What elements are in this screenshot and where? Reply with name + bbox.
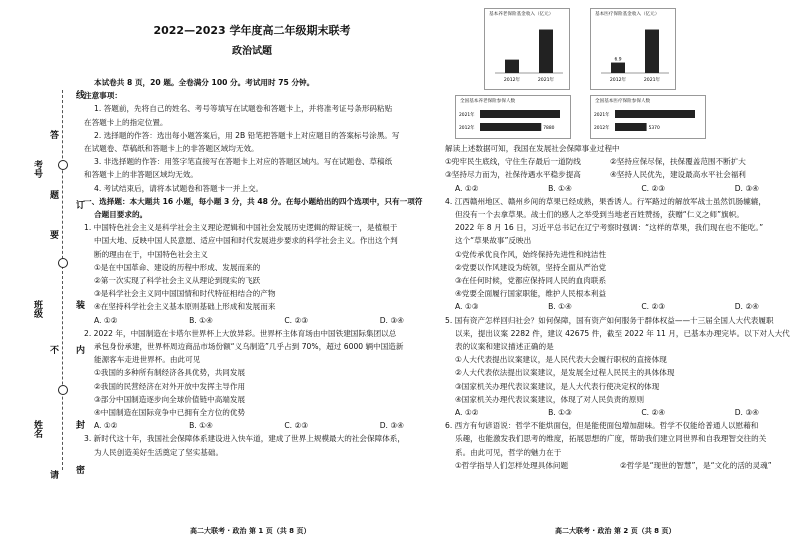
q3-items-row (445, 168, 775, 181)
note-line: 2. 选择题的作答：选出每小题答案后，用 2B 铅笔把答题卡上对应题目的答案标号涂黑。写 (94, 130, 400, 140)
q6-stem: 乐趣，也能激发我们思考的维度，拓展思想的广度，帮助我们建立同世界和自我理智交往的关 (455, 434, 767, 444)
option-c[interactable]: C. ②③ (641, 183, 666, 193)
q4-item: ④党要全面履行国家职能，维护人民根本利益 (455, 289, 607, 299)
note-line: 和答题卡上的非答题区域均无效。 (84, 170, 198, 180)
chart-svg (591, 96, 705, 138)
q3-stem: 为人民创造美好生活奠定了坚实基础。 (94, 447, 224, 457)
seal-word: 封 (74, 420, 84, 429)
q5-item: ①人大代表提出议案建议，是人民代表大会履行职权的直接体现 (455, 355, 667, 365)
option-c[interactable]: C. ②③ (284, 421, 309, 431)
q4-item: ①党传承优良作风，始终保持先进性和纯洁性 (455, 249, 607, 259)
option-d[interactable]: D. ③④ (734, 183, 759, 193)
tick-label: 2012年 (459, 126, 475, 131)
bar (611, 63, 625, 73)
option-a[interactable]: A. ①② (94, 315, 118, 325)
option-a[interactable]: A. ①② (455, 408, 479, 418)
note-line: 4. 考试结束后，请将本试题卷和答题卡一并上交。 (94, 183, 264, 193)
q5-item: ④国家机关办理代表议案建议，体现了对人民负责的原则 (455, 394, 645, 404)
q1-stem: 1. 中国特色社会主义是科学社会主义理论逻辑和中国社会发展历史逻辑的辩证统一，是植根于 (84, 223, 398, 233)
seal-line (62, 90, 63, 470)
right-footer: 高二大联考 · 政治 第 2 页（共 8 页） (555, 527, 676, 535)
label-banji: 班级 (32, 300, 42, 318)
bar (480, 123, 541, 131)
q6-item: ①哲学指导人们怎样处理具体问题 (455, 460, 569, 470)
option-c[interactable]: C. ②③ (641, 302, 666, 312)
section-heading: 一、选择题：本大题共 16 小题，每小题 3 分，共 48 分。在每小题给出的四个选项中，只有一项符 (84, 196, 423, 206)
exam-title: 2022—2023 学年度高二年级期末联考 (153, 24, 351, 37)
section-heading: 合题目要求的。 (94, 210, 148, 220)
option-b[interactable]: B. ①④ (189, 315, 213, 325)
q1-item: ④在坚持科学社会主义基本原则基础上形成和发展而来 (94, 302, 276, 312)
bar (505, 60, 519, 73)
q2-stem: 2. 2022 年，中国制造在卡塔尔世界杯上大放异彩。世界杯主体育场由中国铁建国际集团以总 (84, 328, 397, 338)
q6-item: ②哲学是“现世的智慧”，是“文化的活的灵魂” (620, 460, 772, 470)
option-b[interactable]: B. ①④ (548, 183, 572, 193)
q3-item: ①兜牢民生底线，守住生存最后一道防线 (445, 157, 581, 167)
q4-options (445, 300, 775, 313)
q2-stem: 承包身份承建，世界杯周边商品市场份额“义乌制造”几乎占到 70%，超过 6000 辆中国造新 (94, 342, 404, 352)
chart-title: 基本医疗保险基金收入（亿元） (595, 12, 660, 17)
chart-title: 全国基本医疗保险参保人数 (595, 99, 651, 104)
q6-stem: 6. 西方有句谚语说：哲学不能烘面包，但是能使面包增加甜味。哲学不仅能给普通人以慰藉和 (445, 421, 759, 431)
option-b[interactable]: B. ①④ (189, 421, 213, 431)
tick-label: 2021年 (643, 78, 661, 83)
seal-word: 装 (74, 300, 84, 309)
seal-word: 内 (74, 345, 84, 354)
bar (645, 30, 659, 73)
option-c[interactable]: C. ②④ (641, 408, 666, 418)
seal-word: 请 (48, 470, 58, 479)
q5-stem: 5. 国有资产怎样回归社会？如何保障，国有资产如何服务于群体权益——十三届全国人大代表履职 (445, 315, 774, 325)
chart-bottom-left (455, 95, 571, 139)
seal-circle (58, 258, 68, 268)
left-footer: 高二大联考 · 政治 第 1 页（共 8 页） (190, 527, 311, 535)
data-label: 5370 (648, 126, 660, 131)
tick-label: 2021年 (594, 113, 610, 118)
seal-word: 订 (74, 200, 84, 209)
bar (539, 30, 553, 73)
bar (615, 110, 695, 118)
chart-svg (485, 9, 569, 89)
q3-stem: 3. 新时代这十年，我国社会保障体系建设进入快车道，建成了世界上规模最大的社会保障体系， (84, 434, 405, 444)
label-xingming: 姓名 (32, 420, 42, 438)
option-b[interactable]: B. ①④ (548, 302, 572, 312)
q2-item: ④中国制造在国际竞争中已拥有全方位的优势 (94, 408, 246, 418)
q3-item: ④坚持人民优先，建设最高水平社会福利 (610, 170, 746, 180)
q3-items-row (445, 155, 775, 168)
q4-item: ②党要以作风建设为统领，坚持全面从严治党 (455, 262, 607, 272)
data-label: 6.9 (614, 57, 622, 63)
seal-word: 要 (48, 230, 58, 239)
chart-svg (456, 96, 570, 138)
note-line: 3. 非选择题的作答：用签字笔直接写在答题卡上对应的答题区域内。写在试题卷、草稿纸 (94, 157, 393, 167)
option-b[interactable]: B. ①③ (548, 408, 572, 418)
seal-word: 线 (74, 90, 84, 99)
q5-stem: 以来，提出议案 2282 件，建议 42675 件，截至 2022 年 11 月，已基本办理完毕。以下对人大代 (455, 328, 790, 338)
q2-item: ③部分中国制造逐步向全球价值链中高端发展 (94, 394, 246, 404)
chart-svg (591, 9, 675, 89)
chart-top-right (590, 8, 676, 90)
q2-item: ①我国的多种所有制经济各具优势，共同发展 (94, 368, 246, 378)
chart-top-left (484, 8, 570, 90)
q1-options (84, 314, 420, 327)
bar (480, 110, 560, 118)
q3-item: ②坚持应保尽保，扶保覆盖范围不断扩大 (610, 157, 746, 167)
q6-items-row (445, 459, 775, 472)
bar (615, 123, 647, 131)
seal-circle (58, 385, 68, 395)
q5-stem: 表的议案和建议描述正确的是 (455, 342, 554, 352)
option-d[interactable]: D. ②④ (734, 302, 759, 312)
q3-item: ③坚持尽力而为，社保待遇水平稳步提高 (445, 170, 581, 180)
option-c[interactable]: C. ②③ (284, 315, 309, 325)
option-a[interactable]: A. ①② (94, 421, 118, 431)
q2-item: ②我国的民营经济在对外开放中发挥主导作用 (94, 381, 246, 391)
seal-word: 密 (74, 465, 84, 474)
q1-item: ③是科学社会主义同中国国情和时代特征相结合的产物 (94, 289, 276, 299)
option-a[interactable]: A. ①③ (455, 302, 479, 312)
tick-label: 2012年 (503, 78, 521, 83)
q1-stem: 中国大地、反映中国人民意愿、适应中国和时代发展进步要求的科学社会主义。作出这个判 (94, 236, 398, 246)
q2-options (84, 419, 420, 432)
note-line: 在答题卡上的指定位置。 (84, 117, 168, 127)
option-d[interactable]: D. ③④ (379, 421, 404, 431)
seal-circle (58, 160, 68, 170)
q4-stem: 4. 江西赣州地区、赣州乡间的草果已经成熟，果香诱人。行军路过的解放军战士虽然饥肠辘辘， (445, 196, 766, 206)
note-line: 在试题卷、草稿纸和答题卡上的非答题区域均无效。 (84, 144, 259, 154)
q3-tail: 解读上述数据可知，我国在发展社会保障事业过程中 (445, 144, 620, 153)
data-label: 7880 (543, 126, 555, 131)
q6-stem: 系。由此可见，哲学的魅力在于 (455, 447, 562, 457)
q4-item: ③在任何时候，党都应保持同人民的血肉联系 (455, 276, 607, 286)
tick-label: 2021年 (459, 113, 475, 118)
label-kaohao: 考号 (32, 160, 42, 178)
q1-item: ②第一次实现了科学社会主义从理论到现实的飞跃 (94, 276, 261, 286)
q4-stem: 但没有一个去拿草果。战士们的感人之举受到当地老百姓赞扬，获赠“仁义之师”旗帜。 (455, 210, 744, 220)
q1-stem: 断的理由在于，中国特色社会主义 (94, 249, 208, 259)
seal-word: 题 (48, 190, 58, 199)
tick-label: 2012年 (594, 126, 610, 131)
right-column (445, 142, 790, 472)
q4-stem: 这个“草果故事”反映出 (455, 236, 532, 246)
exam-info: 本试卷共 8 页，20 题。全卷满分 100 分。考试用时 75 分钟。 (94, 78, 315, 87)
q5-item: ②人大代表依法提出议案建议，是发展全过程人民民主的具体体现 (455, 368, 675, 378)
seal-word: 答 (48, 130, 58, 139)
tick-label: 2012年 (609, 78, 627, 83)
option-d[interactable]: D. ③④ (734, 408, 759, 418)
q5-item: ③国家机关办理代表议案建议，是人大代表行使决定权的体现 (455, 381, 660, 391)
left-column (84, 76, 423, 459)
note-line: 1. 答题前，先将自己的姓名、考号等填写在试题卷和答题卡上，并将准考证号条形码粘贴 (94, 104, 393, 114)
tick-label: 2021年 (537, 78, 555, 83)
q5-options (445, 406, 775, 419)
q1-item: ①是在中国革命、建设的历程中形成、发展而来的 (94, 262, 261, 272)
notes-title: 注意事项： (84, 91, 122, 101)
option-a[interactable]: A. ①② (455, 183, 479, 193)
chart-bottom-right (590, 95, 706, 139)
seal-word: 不 (48, 345, 58, 354)
q2-stem: 能源客车走进世界杯。由此可见 (94, 355, 201, 365)
chart-title: 全国基本养老保险参保人数 (460, 99, 516, 104)
q3-options (445, 182, 775, 195)
exam-subtitle: 政治试题 (232, 46, 272, 57)
option-d[interactable]: D. ③④ (379, 315, 404, 325)
chart-title: 基本养老保险基金收入（亿元） (489, 12, 554, 17)
q4-stem: 2022 年 8 月 16 日，习近平总书记在辽宁考察时强调：“这样的草果，我们现在也不能吃。” (455, 223, 764, 233)
